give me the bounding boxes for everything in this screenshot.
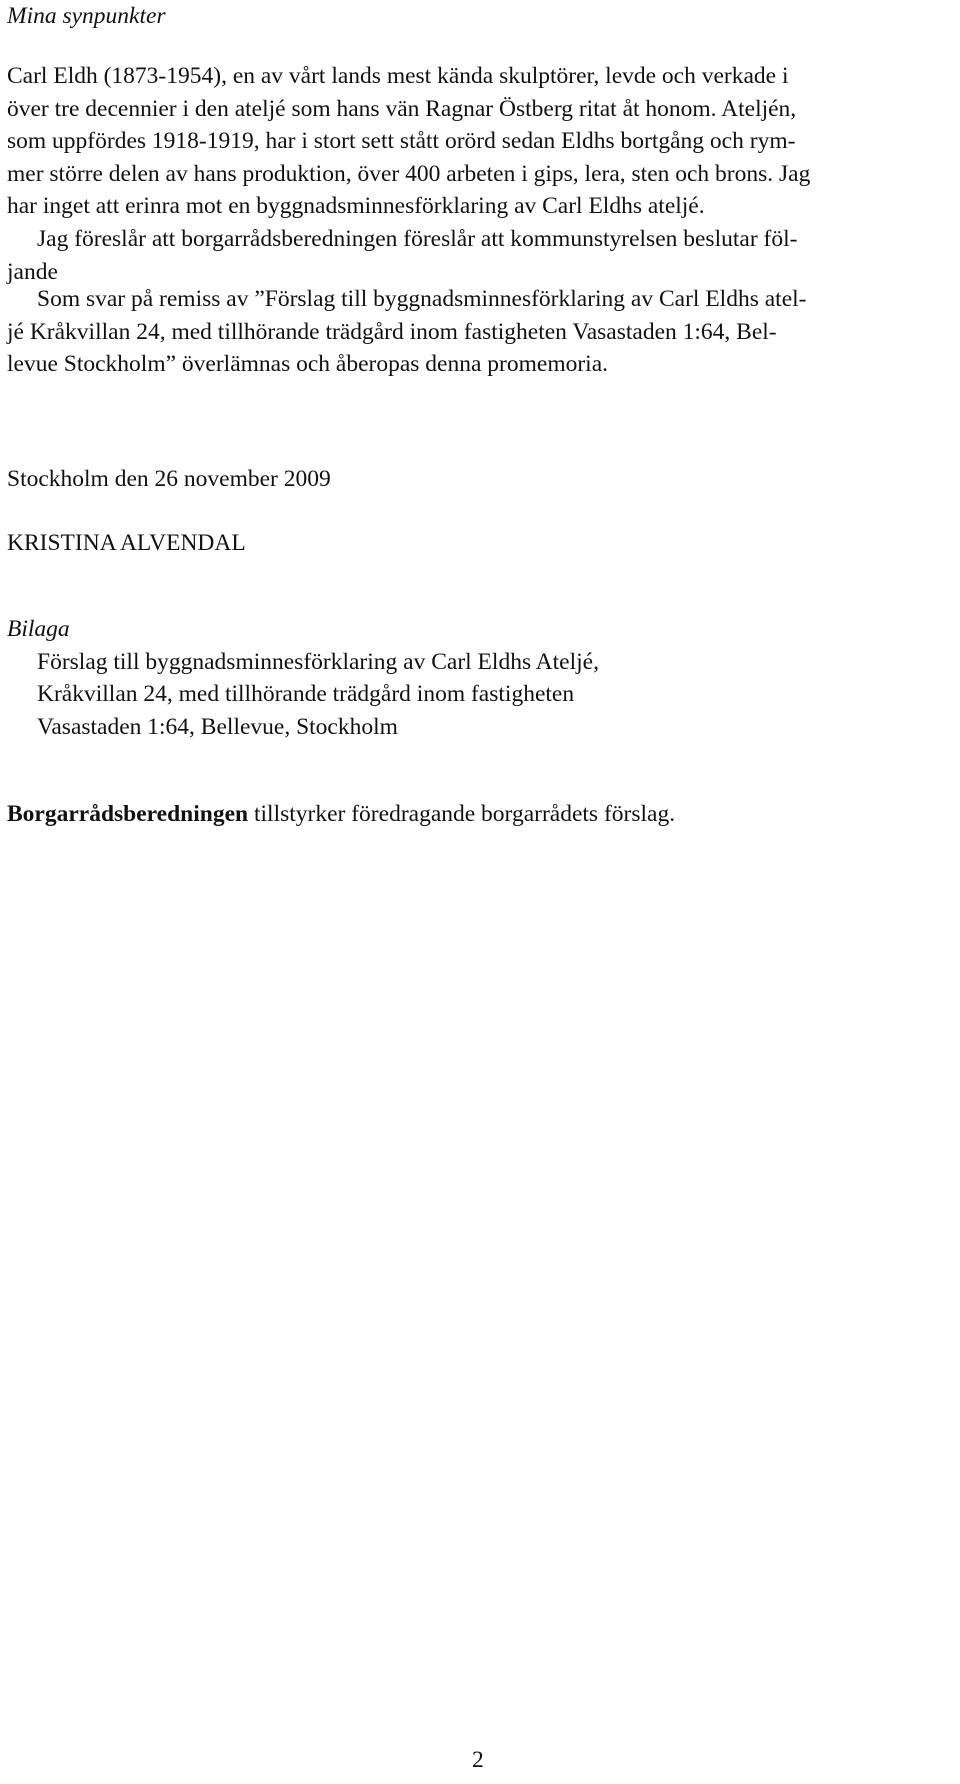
paragraph-1 — [7, 60, 810, 223]
heading-text: Mina synpunkter — [7, 3, 166, 29]
paragraph-line: mer större delen av hans produktion, över 400 arbeten i gips, lera, sten och brons. Jag — [7, 160, 811, 187]
page-number: 2 — [472, 1747, 484, 1773]
paragraph-line: jé Kråkvillan 24, med tillhörande trädgård inom fastigheten Vasastaden 1:64, Bel- — [7, 318, 777, 345]
date-line — [7, 463, 331, 496]
attachment-line: Kråkvillan 24, med tillhörande trädgård inom fastigheten — [37, 681, 575, 707]
paragraph-2 — [7, 223, 797, 288]
paragraph-3 — [7, 283, 806, 381]
paragraph-line: Jag föreslår att borgarrådsberedningen föreslår att kommunstyrelsen beslutar föl- — [37, 226, 798, 252]
paragraph-line: Carl Eldh (1873-1954), en av vårt lands mest kända skulptörer, levde och verkade i — [7, 63, 789, 89]
paragraph-line: över tre decennier i den ateljé som hans vän Ragnar Östberg ritat åt honom. Ateljén, — [7, 95, 797, 122]
conclusion — [7, 798, 675, 831]
date-text: Stockholm den 26 november 2009 — [7, 466, 331, 492]
attachment-line: Vasastaden 1:64, Bellevue, Stockholm — [37, 713, 398, 740]
paragraph-line: Som svar på remiss av ”Förslag till byggnadsminnesförklaring av Carl Eldhs atel- — [37, 286, 807, 312]
attachment-section — [7, 613, 599, 743]
attachment-label: Bilaga — [7, 616, 70, 642]
conclusion-bold: Borgarrådsberedningen — [7, 801, 249, 827]
conclusion-line — [7, 798, 675, 831]
paragraph-line: som uppfördes 1918-1919, har i stort sett stått orörd sedan Eldhs bortgång och rym- — [7, 128, 796, 154]
paragraph-line: jande — [7, 258, 58, 285]
conclusion-rest: tillstyrker föredragande borgarrådets förslag. — [248, 801, 676, 827]
paragraph-line: levue Stockholm” överlämnas och åberopas denna promemoria. — [7, 351, 609, 377]
attachment-line: Förslag till byggnadsminnesförklaring av Carl Eldhs Ateljé, — [37, 648, 599, 675]
paragraph-line: har inget att erinra mot en byggnadsminnesförklaring av Carl Eldhs ateljé. — [7, 193, 705, 219]
page-heading — [7, 0, 166, 33]
signature-name: KRISTINA ALVENDAL — [7, 530, 246, 556]
signature — [7, 527, 246, 560]
